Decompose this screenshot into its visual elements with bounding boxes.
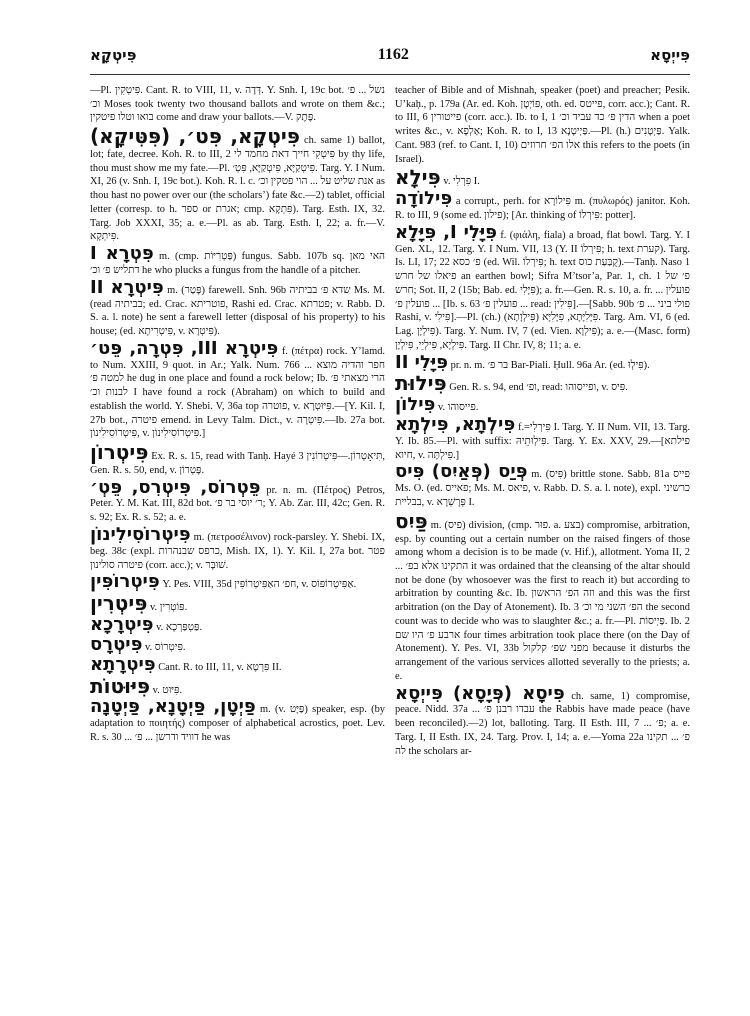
entry-headword: פִּילוֹן: [395, 394, 436, 416]
entry-headword: פִּיטְקָא, פִּט׳, (פִּטִּיקָא): [90, 124, 300, 149]
entry-headword: פִּיטְרָכָא: [90, 613, 154, 635]
dictionary-entry: [90, 673, 385, 698]
entry-definition: v. פּוֹטְרִין.: [150, 602, 188, 614]
dictionary-entry: [90, 653, 385, 675]
left-column: [90, 84, 385, 1004]
entry-headword: פִּיטְרָא II: [90, 276, 164, 298]
entry-headword: פִּילוּת: [395, 371, 447, 396]
entry-definition: v. פייסוהו.: [438, 402, 479, 414]
entry-headword: פִּיָּלִי II: [395, 351, 449, 373]
dictionary-entry: [90, 276, 385, 339]
dictionary-entry: [395, 416, 690, 462]
dictionary-entry: [90, 84, 385, 125]
entry-definition: a corrupt., perh. for פִּילוֹרָא m. (πυλωρός) janitor. Koh. R. to III, 9 (some ed. פילון); [Ar. thinking of פִּירְלוֹ: potter].: [395, 196, 690, 222]
entry-headword: פִּיטְרָתָא: [90, 653, 156, 675]
entry-definition: Y. Pes. VIII, 35d חפ׳ האַפִּיטְרוֹפִּין, v. אַפִּיטְרוֹפּוֹס.: [162, 579, 357, 591]
page-number: 1162: [377, 46, 409, 63]
entry-headword: פִּיסָא (פְּיָסָא) פִּייְסָא: [395, 682, 565, 704]
page-header: [90, 40, 690, 70]
entry-headword: פִּיטְרוֹפִּין: [90, 571, 160, 593]
dictionary-columns: [90, 84, 690, 1004]
dictionary-entry: [90, 523, 385, 572]
entry-definition: v. פִּיּוּט.: [152, 684, 183, 696]
dictionary-entry: [90, 245, 385, 278]
dictionary-entry: [90, 442, 385, 477]
running-head-right: פִּייְסָא: [650, 46, 690, 64]
entry-headword: פִּילְתָא, פִּילְתָא: [395, 414, 516, 436]
entry-headword: פַּיְטָן, פַּיְטָנָא, פַּיְטָנָה: [90, 696, 256, 718]
entry-headword: פִּיטְרוֹסִילִינוֹן: [90, 523, 191, 545]
dictionary-entry: [90, 126, 385, 244]
dictionary-entry: [90, 613, 385, 635]
entry-headword: פִּילָא: [395, 165, 441, 190]
dictionary-entry: [90, 476, 385, 525]
entry-definition: m. (πετροσέλινον) rock-parsley. Y. Shebi. IX, beg. 38c (expl. כרפס שבנהרות, Mish. IX, 1). Y. Kil. I, 27a bot. פטר פיטרה סולינון (corr. acc.); v. שׁוּבָּר.: [90, 531, 385, 571]
entry-definition: —Pl. פִּיטְקִין. Cant. R. to VIII, 11, v. דְּדָה. Y. Snh. I, 19c bot. נשל ... פ׳ וכ׳ Moses took twenty two thousand ballots and wrote on them &c.; בואו וטלו פיטקין come and draw your ballots.—V. פֶּתֶק.: [90, 85, 385, 124]
entry-definition: f. (πέτρα) rock. Y’lamd. to Num. XXIII, 9 quot. in Ar.; Yalk. Num. 766 ... חפר והדיה מוצא למטה פ׳ he dug in one place and found a rock below; Ib. הרי מצאתי פ׳ לבנות וכ׳ I have found a rock (Abraham) on which to build and establish the world. Y. Shebi. V, 36a top פוטרה, v. פִּיּוּטְרָא.—[Y. Kil. I, 27b bot., פיטרה emend. in Levy Talm. Dict., v. פִּיטְרָה.—Ib. 27a bot. פִּיטְרוֹסִילִינוֹן, v. פִּיטְרוֹסִילִינוֹן.]: [90, 345, 385, 440]
entry-definition: v. פִּרְלִי I.: [443, 176, 480, 188]
dictionary-entry: [395, 396, 690, 415]
dictionary-entry: [90, 698, 385, 744]
entry-definition: m. (cmp. פַּטְרִיּוֹת) fungus. Sabb. 107b sq. האי מאן דתליש פ׳ וכ׳ he who plucks a fungus from the handle of a pitcher.: [90, 251, 385, 276]
entry-headword: פִּטְרָא I: [90, 243, 154, 265]
entry-definition: m. (פִּיס) brittle stone. Sabb. 81a פייס Ms. O. (ed. פאייס; Ms. M. פיאס, v. Rabb. D. S. a. l. note), expl. כרשיני בבליית, v. פְּרָשְׁרָא I.: [395, 469, 690, 509]
header-rule: [90, 74, 690, 75]
entry-definition: f. (φιάλη, fiala) a broad, flat bowl. Targ. Y. I Gen. XL, 12. Targ. Y. I Num. VII, 13 (Y. II פִּירְלוֹ; h. text קערת). Targ. Is. LI, 17; 22 פ׳ כסא (ed. Wil. פִּירְלוֹ; h. text קֻבַּעַת כוס).—Tanḥ. Naso 1 פיאלו של חרש an earthen bowl; Sifra M’tsor’a, Par. 1, ch. 1 פ׳ של חרש; Sot. II, 2 (15b; Bab. ed. פִּיָּלִי); a. fr.—Gen. R. s. 10, a. fr. פועלין ... פועלין פ׳ ... [Ib. s. 63 פועלין פ׳ ... read: פִּילִין].—[Sabb. 90b פולי ביני ... פ׳ Rashi, v. פִּילִי].—Pl. (ch.) פִּיָּלִיָּתָא, פִּיָּלִיָּא (פִּילְוָתָא). Targ. Am. VI, 6 (ed. Lag. פִּילְיָן). Targ. Y. Num. IV, 7 (ed. Vien. פִּילְוָא); a. e.—(Masc. form) פִּילְיָא, פִּילְיֵי, פִּילְיָן. Targ. II Chr. IV, 8; 11; a. e.: [395, 229, 690, 351]
dictionary-entry: [90, 593, 385, 615]
dictionary-entry: [90, 633, 385, 655]
entry-definition: ch. same, 1) compromise, peace. Nidd. 37a ... עבדו רבנן פ׳ the Rabbis have made peace (have been reconciled).—2) lot, balloting. Targ. II Esth. III, 7 ... פ׳; a. e. Targ. I, II Esth. IX, 24. Targ. Prov. I, 14; a. e.—Yoma 22a פ׳ ... תקינו לה the scholars ar-: [395, 690, 690, 757]
entry-headword: פִּילוֹדָה: [395, 188, 453, 210]
entry-headword: פִּיטְרוֹן: [90, 440, 149, 465]
entry-definition: m. (פיס) division, (cmp. פוּר. a. בצע) compromise, arbitration, esp. by counting out a certain number on the raised fingers of those among whom a decision is to be made (v. Hif.), allotment. Yoma II, 2 ... התקינו אלא בפ׳ it was ordained that the cleansing of the altar should not be done (by whosoever was the first to reach it) but according to arbitration by counting &c. Ib. וזה הפ׳ הראשון and this was the first arbitration (on the Day of Atonement). Ib. 3 הפ׳ השני מי וכ׳ the second count was to decide who was to slaughter &c.; a. fr.—Pl. פַּיְיסוֹת. Ib. 2 ארבע פ׳ היו שם four times arbitration took place there (on the Day of Atonement). Y. Pes. VI, 33b מפני שפ׳ קלקול because it disturbs the arrangement of the various services allotted severally to the priests; a. e.: [395, 519, 690, 682]
entry-headword: פִּיטְרִין: [90, 591, 148, 616]
entry-definition: pr. n. m. בר פ׳ Bar-Piali. Ḥull. 96a Ar. (ed. פִּילְוּ).: [450, 359, 650, 371]
right-column: [395, 84, 690, 1004]
dictionary-entry: [395, 221, 690, 353]
entry-headword: פְּיַס (פְּאַיִס) פִּיס: [395, 461, 528, 483]
entry-definition: m. (פָּטַר) farewell. Snh. 96b שדא פ׳ בביתיה Ms. M. (read בביתיה; ed. Crac. פוטריתא, Rashi ed. Crac. פטרתא; v. Rabb. D. S. a. l. note) he sent a farewell letter (disposal of his property) to his house; (ed. פִּיטְרִיתָא, v. פִּיטְרָא).: [90, 284, 385, 338]
dictionary-entry: [395, 463, 690, 509]
entry-definition: v. פִּיטְרוֹס.: [145, 641, 186, 653]
entry-headword: פַּיִס: [395, 508, 428, 533]
entry-definition: Ex. R. s. 15, read with Tanḥ. Hayé 3 תִּיאָטְרוֹן.—פִּיטְרוֹנִין, Gen. R. s. 50, end, v. פָּטְרוֹן.: [90, 451, 385, 476]
dictionary-entry: [395, 190, 690, 223]
dictionary-entry: [395, 373, 690, 395]
dictionary-entry: [90, 337, 385, 441]
dictionary-entry: [395, 508, 690, 684]
entry-definition: Cant. R. to III, 11, v. פִּרְטָא II.: [158, 661, 282, 673]
entry-definition: pr. n. m. (Πέτρος) Petros, Peter. Y. M. Kat. III, 82d bot. ר׳ יוסי בר פ׳; Y. Ab. Zar. III, 42c; Gen. R. s. 92; Ex. R. s. 52; a. e.: [90, 484, 385, 524]
entry-headword: פִּיּוּטוֹת: [90, 673, 151, 698]
dictionary-entry: [90, 573, 385, 592]
entry-headword: פֵּטְרוֹס, פִּיטְרִס, פֵּטְ׳: [90, 476, 261, 498]
entry-definition: Gen. R. s. 94, end ופ׳, read: ופייסוהו, v. פִּיס.: [449, 382, 628, 394]
entry-headword: פִּיָּלִי I, פִּיָּלָא: [395, 221, 497, 243]
running-head-left: פִּיטְקָא: [90, 46, 137, 64]
entry-definition: m. (v. פַּיָּט) speaker, esp. (by adaptation to ποιητής) composer of alphabetical acrostics, poet. Lev. R. s. 30 ... דוויד ודרשן ... פ׳ he was: [90, 704, 385, 743]
entry-definition: teacher of Bible and of Mishnah, speaker (poet) and preacher; Pesik. U’kaḥ., p. 179a (Ar. ed. Koh. פּוֹיְטָן, oth. ed. פייטס, corr. acc.); Cant. R. to III, 6 פייטורין (corr. acc.). Ib. to I, 1 הדין פ׳ כד עביד וכ׳ when a poet writes &c., v. אַלְפָא; Koh. R. to I, 13 פַּיְיטָנָא.—Pl. (h.) פַּיְטָנִים. Yalk. Cant. 983 (ref. to Cant. I, 10) אלו הפ׳ חרוזים this refers to the poets (in Israel).: [395, 85, 690, 165]
entry-definition: v. פַּטְפַּרְכָא.: [156, 621, 203, 633]
dictionary-entry: [395, 167, 690, 189]
entry-headword: פִּיטְרָא III, פִּטְרָה, פֵּט׳: [90, 337, 279, 359]
entry-headword: פִּיטְרָס: [90, 633, 143, 655]
entry-definition: ch. same 1) ballot, lot; fate, decree. Koh. R. to III, 2 פִּיטְקִי חייך דאת מחמד לי by thy life, thou must show me my fate.—Pl. פִּיטְקַיָּא, פִּיטְקַיָּא, פִּטְ׳. Targ. Y. I Num. XI, 26 (v. Snh. I, 19c bot.). Koh. R. l. c. אנת שליט על ... הוי פטקין וכ׳ as thou hast no power over our (the scholars’) fate &c.—2) tablet, official letter (corresp. to h. ספר or אגרת; cmp. פִּתְקָא). Targ. Esth. IX, 32. Targ. Job XXXI, 35; a. e.—Pl. as ab. Targ. Esth. I, 22; a. fr.—V. פִּיתְקָא.: [90, 135, 385, 243]
dictionary-entry: [395, 351, 690, 373]
dictionary-entry: [395, 682, 690, 759]
entry-definition: f.=פִּירְלִי I. Targ. Y. II Num. VII, 13. Targ. Y. Ib. 85.—Pl. with suffix: פִּילְוּתֵיהּ. Targ. Y. Ex. XXV, 29.—[פילתא חיוא, v. פִּילְתָּה.]: [395, 422, 690, 461]
dictionary-entry: [395, 84, 690, 166]
